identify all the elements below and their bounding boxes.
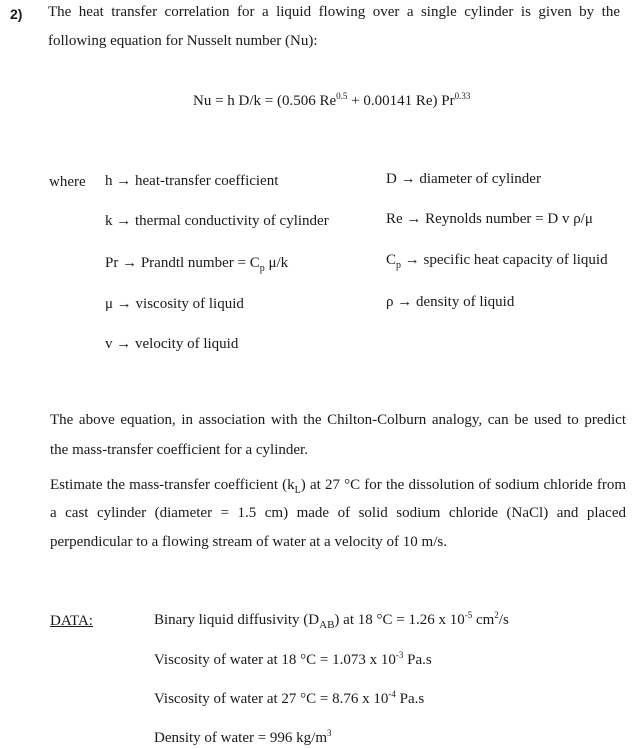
def-cp-symbol [386, 252, 402, 271]
def-v [105, 336, 238, 353]
arrow-icon: → [406, 211, 422, 227]
data-item-0-sup2: 2 [494, 610, 499, 620]
paragraph3-line-1-pre: Estimate the mass-transfer coefficient (k [50, 477, 295, 493]
arrow-icon: → [116, 296, 132, 312]
data-item-1-pre: Viscosity of water at 18 °C = 1.073 x 10 [154, 652, 396, 668]
paragraph3-line-2: a cast cylinder (diameter = 1.5 cm) made of solid sodium chloride (NaCl) and placed [50, 505, 626, 521]
arrow-icon: → [116, 336, 132, 352]
data-item-2-post: Pa.s [395, 691, 425, 707]
arrow-icon: → [116, 213, 132, 229]
arrow-icon: → [404, 252, 420, 268]
data-item-1-post: Pa.s [403, 652, 432, 668]
def-mu [105, 296, 244, 313]
paragraph3-line-1-sub: L [294, 485, 301, 496]
equation-mid: + 0.00141 Re) Pr [347, 93, 455, 109]
def-d [386, 171, 541, 188]
def-cp [386, 252, 608, 269]
def-d-desc: diameter of cylinder [419, 171, 541, 187]
def-pr-symbol: Pr [105, 255, 119, 271]
arrow-icon: → [397, 294, 413, 310]
question-number: 2) [10, 6, 23, 22]
where-label: where [49, 174, 86, 190]
def-k-symbol: k [105, 213, 113, 229]
def-rho-symbol: ρ [386, 294, 394, 310]
def-rho-desc: density of liquid [416, 294, 515, 310]
def-d-symbol: D [386, 171, 397, 187]
data-item-3-sup: 3 [327, 728, 332, 738]
data-item-diffusivity [154, 612, 509, 629]
data-item-viscosity-18 [154, 652, 432, 669]
def-pr-desc-post: μ/k [264, 255, 289, 271]
data-item-viscosity-27 [154, 691, 424, 708]
def-pr-desc [140, 255, 289, 274]
data-item-0-post2: /s [498, 612, 509, 628]
arrow-icon: → [122, 255, 138, 271]
data-item-2-sup: -4 [388, 689, 396, 699]
paragraph2-line-2: the mass-transfer coefficient for a cylinder. [50, 442, 308, 458]
paragraph3-line-3: perpendicular to a flowing stream of water at a velocity of 10 m/s. [50, 534, 447, 550]
equation-main: Nu = h D/k = (0.506 Re [193, 93, 337, 109]
def-h [105, 173, 278, 190]
def-mu-desc: viscosity of liquid [135, 296, 244, 312]
def-v-symbol: v [105, 336, 113, 352]
data-item-1-sup: -3 [395, 650, 404, 660]
data-item-0-pre: Binary liquid diffusivity (D [154, 612, 320, 628]
def-re-desc: Reynolds number = D v ρ/μ [425, 211, 593, 227]
paragraph3-line-1-post: ) at 27 °C for the dissolution of sodium chloride from [300, 477, 626, 493]
arrow-icon: → [400, 171, 416, 187]
arrow-icon: → [116, 173, 132, 189]
data-item-density [154, 730, 332, 747]
def-re-symbol: Re [386, 211, 403, 227]
intro-line-2: following equation for Nusselt number (Nu): [48, 33, 318, 49]
def-cp-symbol-sub: p [396, 260, 402, 271]
data-item-0-sup: -5 [464, 610, 473, 620]
intro-line-1: The heat transfer correlation for a liquid flowing over a single cylinder is given by the [48, 4, 620, 20]
data-item-0-mid: ) at 18 °C = 1.26 x 10 [334, 612, 465, 628]
def-k-desc: thermal conductivity of cylinder [135, 213, 329, 229]
equation-exponent-pr: 0.33 [454, 91, 471, 101]
def-re [386, 211, 593, 228]
def-k [105, 213, 329, 230]
def-v-desc: velocity of liquid [135, 336, 239, 352]
equation-exponent-re: 0.5 [336, 91, 348, 101]
data-item-0-sub: AB [319, 619, 335, 631]
def-h-symbol: h [105, 173, 113, 189]
def-rho [386, 294, 514, 311]
def-h-desc: heat-transfer coefficient [135, 173, 279, 189]
data-item-2-pre: Viscosity of water at 27 °C = 8.76 x 10 [154, 691, 389, 707]
def-pr [105, 255, 288, 272]
def-mu-symbol: μ [105, 296, 114, 312]
def-pr-desc-sub: p [259, 263, 265, 274]
def-cp-desc: specific heat capacity of liquid [423, 252, 608, 268]
def-cp-symbol-pre: C [386, 252, 397, 268]
paragraph3-line-1 [50, 477, 626, 494]
nusselt-equation [193, 93, 470, 110]
data-label: DATA: [50, 613, 93, 629]
data-item-0-post: cm [472, 612, 495, 628]
paragraph2-line-1: The above equation, in association with the Chilton-Colburn analogy, can be used to predict [50, 412, 626, 428]
data-item-3-pre: Density of water = 996 kg/m [154, 730, 328, 746]
def-pr-desc-pre: Prandtl number = C [140, 255, 260, 271]
